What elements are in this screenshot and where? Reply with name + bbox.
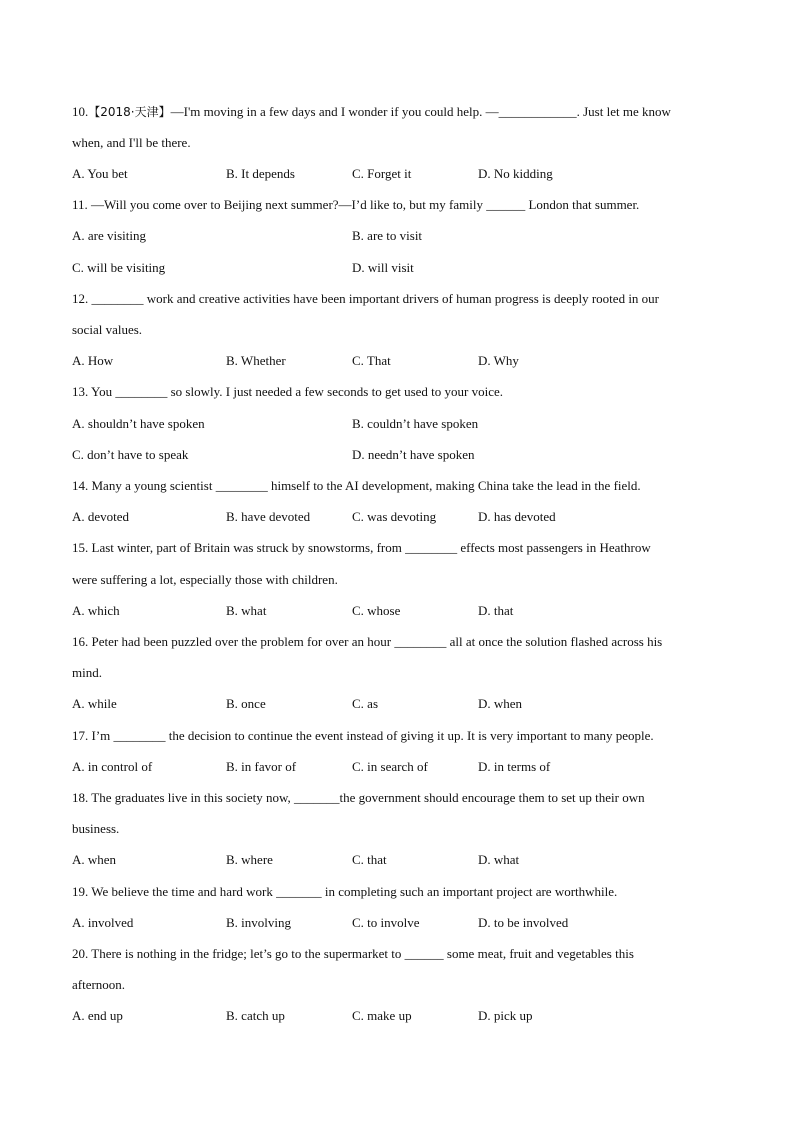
question-18-stem-cont: business.: [72, 821, 120, 836]
question-18-option-a: A. when: [72, 852, 117, 867]
question-19-option-d: D. to be involved: [478, 915, 569, 930]
question-11-option-d: D. will visit: [352, 260, 414, 275]
question-12-stem: 12. ________ work and creative activities have been important drivers of human progress is deeply rooted in our: [72, 291, 660, 306]
question-14-stem: 14. Many a young scientist ________ himself to the AI development, making China take the lead in the field.: [72, 478, 641, 493]
question-11-option-a: A. are visiting: [72, 228, 147, 243]
question-14-option-c: C. was devoting: [352, 509, 437, 524]
question-15-option-c: C. whose: [352, 603, 401, 618]
question-15-option-d: D. that: [478, 603, 514, 618]
question-14-option-b: B. have devoted: [226, 509, 311, 524]
question-19-stem: 19. We believe the time and hard work _______ in completing such an important project are worthwhile.: [72, 884, 618, 899]
question-14-option-a: A. devoted: [72, 509, 130, 524]
question-10-option-a: A. You bet: [72, 166, 128, 181]
question-16-stem: 16. Peter had been puzzled over the problem for over an hour ________ all at once the solution flashed across his: [72, 634, 663, 649]
question-11-option-c: C. will be visiting: [72, 260, 166, 275]
question-19-option-b: B. involving: [226, 915, 292, 930]
question-10-stem-cont: when, and I'll be there.: [72, 135, 191, 150]
question-17-option-c: C. in search of: [352, 759, 428, 774]
question-13-option-b: B. couldn’t have spoken: [352, 416, 479, 431]
question-11-stem: 11. —Will you come over to Beijing next summer?—I’d like to, but my family ______ London that summer.: [72, 197, 640, 212]
question-17-stem: 17. I’m ________ the decision to continue the event instead of giving it up. It is very important to many people.: [72, 728, 654, 743]
question-11-option-b: B. are to visit: [352, 228, 423, 243]
question-13-option-d: D. needn’t have spoken: [352, 447, 475, 462]
question-16-option-b: B. once: [226, 696, 266, 711]
question-18-option-d: D. what: [478, 852, 520, 867]
question-12-stem-cont: social values.: [72, 322, 143, 337]
question-20-option-a: A. end up: [72, 1008, 123, 1023]
question-20-option-d: D. pick up: [478, 1008, 533, 1023]
question-20-stem-cont: afternoon.: [72, 977, 126, 992]
question-16-stem-cont: mind.: [72, 665, 102, 680]
question-16-option-c: C. as: [352, 696, 378, 711]
question-19-option-c: C. to involve: [352, 915, 420, 930]
question-18-option-c: C. that: [352, 852, 387, 867]
question-12-option-b: B. Whether: [226, 353, 286, 368]
question-13-option-c: C. don’t have to speak: [72, 447, 189, 462]
question-19-option-a: A. involved: [72, 915, 134, 930]
question-17-option-d: D. in terms of: [478, 759, 551, 774]
question-16-option-d: D. when: [478, 696, 523, 711]
question-13-option-a: A. shouldn’t have spoken: [72, 416, 205, 431]
question-15-option-a: A. which: [72, 603, 120, 618]
question-17-option-a: A. in control of: [72, 759, 153, 774]
question-10-option-c: C. Forget it: [352, 166, 412, 181]
source-tag: 【2018·天津】: [88, 105, 171, 119]
question-10-option-d: D. No kidding: [478, 166, 553, 181]
question-16-option-a: A. while: [72, 696, 117, 711]
question-20-option-c: C. make up: [352, 1008, 412, 1023]
question-15-stem-cont: were suffering a lot, especially those with children.: [72, 572, 338, 587]
question-18-stem: 18. The graduates live in this society now, _______the government should encourage them to set up their own: [72, 790, 645, 805]
question-12-option-c: C. That: [352, 353, 391, 368]
question-12-option-d: D. Why: [478, 353, 519, 368]
question-14-option-d: D. has devoted: [478, 509, 556, 524]
question-20-stem: 20. There is nothing in the fridge; let’s go to the supermarket to ______ some meat, fruit and vegetables this: [72, 946, 634, 961]
question-10-stem: 10.【2018·天津】—I'm moving in a few days and I wonder if you could help. —____________. Just let me know: [72, 104, 671, 119]
question-15-stem: 15. Last winter, part of Britain was struck by snowstorms, from ________ effects most passengers in Heathrow: [72, 540, 651, 555]
question-17-option-b: B. in favor of: [226, 759, 297, 774]
question-15-option-b: B. what: [226, 603, 267, 618]
question-10-option-b: B. It depends: [226, 166, 295, 181]
question-13-stem: 13. You ________ so slowly. I just needed a few seconds to get used to your voice.: [72, 384, 504, 399]
question-20-option-b: B. catch up: [226, 1008, 285, 1023]
question-12-option-a: A. How: [72, 353, 114, 368]
question-18-option-b: B. where: [226, 852, 273, 867]
